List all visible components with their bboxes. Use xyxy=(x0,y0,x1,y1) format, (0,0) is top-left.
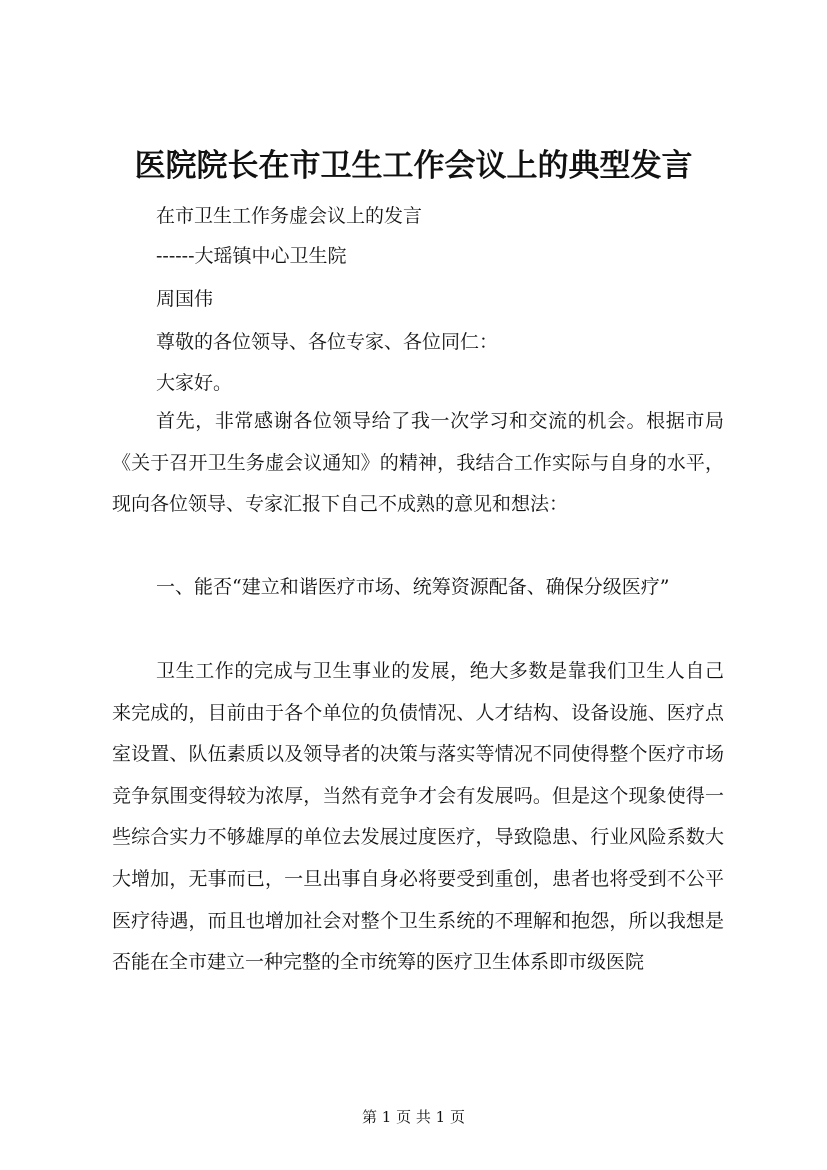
body-paragraph: 首先，非常感谢各位领导给了我一次学习和交流的机会。根据市局《关于召开卫生务虚会议通知》的精神，我结合工作实际与自身的水平，现向各位领导、专家汇报下自己不成熟的意见和想法： xyxy=(112,410,724,516)
salutation: 尊敬的各位领导、各位专家、各位同仁： xyxy=(156,331,499,353)
speech-subtitle: 在市卫生工作务虚会议上的发言 xyxy=(156,205,423,227)
greeting: 大家好。 xyxy=(156,372,233,394)
document-title: 医院院长在市卫生工作会议上的典型发言 xyxy=(134,148,693,184)
section-heading: 一、能否“建立和谐医疗市场、统筹资源配备、确保分级医疗” xyxy=(156,576,670,598)
page-footer: 第 1 页 共 1 页 xyxy=(362,1108,465,1126)
author-name: 周国伟 xyxy=(156,288,214,310)
organization-line: ------大瑶镇中心卫生院 xyxy=(156,245,347,267)
body-paragraph: 卫生工作的完成与卫生事业的发展，绝大多数是靠我们卫生人自己来完成的，目前由于各个单位的负债情况、人才结构、设备设施、医疗点室设置、队伍素质以及领导者的决策与落实等情况不同使得整个医疗市场竞争氛围变得较为浓厚，当然有竞争才会有发展吗。但是这个现象使得一些综合实力不够雄厚的单位去发展过度医疗，导致隐患、行业风险系数大大增加，无事而已，一旦出事自身必将要受到重创，患者也将受到不公平医疗待遇，而且也增加社会对整个卫生系统的不理解和抱怨，所以我想是否能在全市建立一种完整的全市统筹的医疗卫生体系即市级医院 xyxy=(112,660,724,974)
